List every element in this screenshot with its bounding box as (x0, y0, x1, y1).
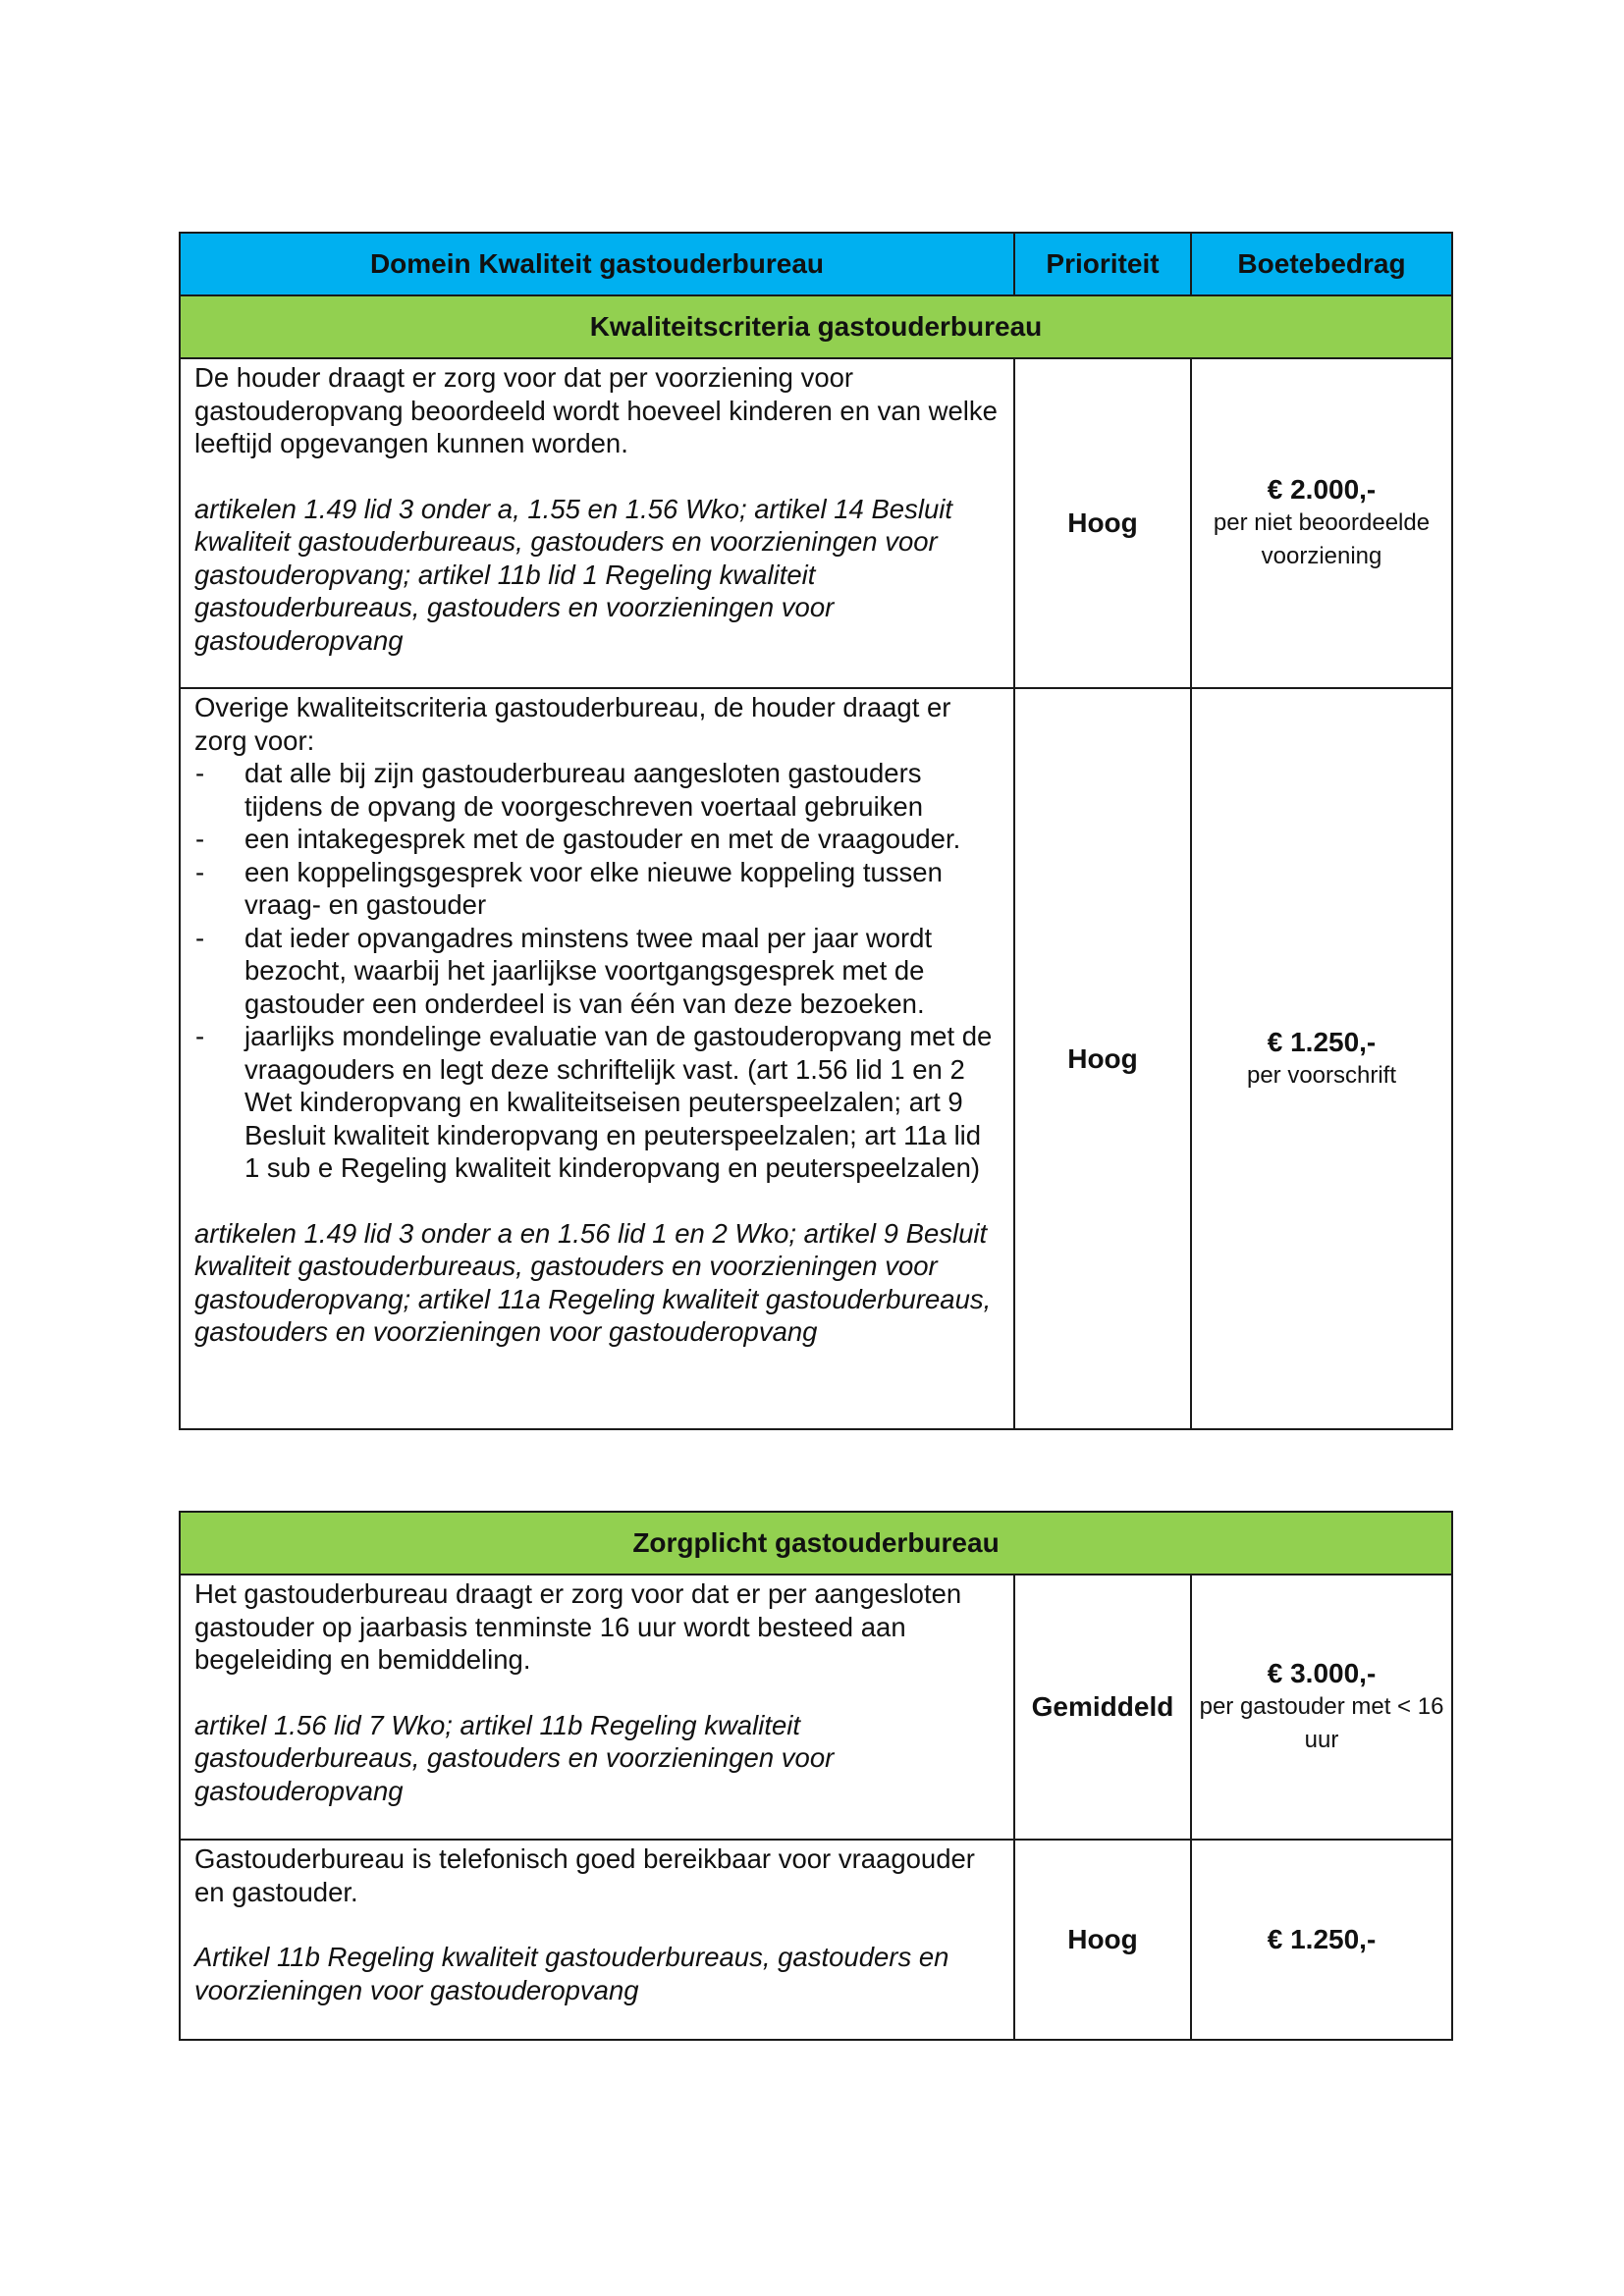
section-title-quality: Kwaliteitscriteria gastouderbureau (180, 295, 1452, 358)
header-fine: Boetebedrag (1191, 233, 1452, 295)
list-item: - een koppelingsgesprek voor elke nieuwe koppeling tussen vraag- en gastouder (194, 856, 1001, 922)
section-row (180, 1512, 1452, 1575)
list-item: - jaarlijks mondelinge evaluatie van de gastouderopvang met de vraagouders en legt deze schriftelijk vast. (art 1.56 lid 1 en 2 Wet kinderopvang en kwaliteitseisen peuterspeelzalen; art 9 Besluit kwaliteit kinderopvang en peuterspeelzalen; art 11a lid 1 sub e Regeling kwaliteit kinderopvang en peuterspeelzalen) (194, 1020, 1001, 1185)
requirement-text: Het gastouderbureau draagt er zorg voor dat er per aangesloten gastouder op jaarbasis tenminste 16 uur wordt besteed aan begeleiding en bemiddeling. (194, 1578, 962, 1675)
section-title-duty-of-care: Zorgplicht gastouderbureau (180, 1512, 1452, 1575)
list-item: - dat ieder opvangadres minstens twee maal per jaar wordt bezocht, waarbij het jaarlijkse voortgangsgesprek met de gastouder een onderdeel is van één van deze bezoeken. (194, 922, 1001, 1021)
requirement-text: De houder draagt er zorg voor dat per voorziening voor gastouderopvang beoordeeld wordt hoeveel kinderen en van welke leeftijd opgevangen kunnen worden. (194, 362, 998, 458)
requirement-list (194, 757, 1001, 1185)
fine-amount: € 1.250,- (1267, 1026, 1377, 1057)
priority-cell: Hoog (1014, 1840, 1191, 2040)
table-header-row (180, 233, 1452, 295)
requirement-text: Overige kwaliteitscriteria gastouderbureau, de houder draagt er zorg voor: (194, 692, 951, 756)
header-domain: Domein Kwaliteit gastouderbureau (180, 233, 1014, 295)
fines-table-duty-of-care (179, 1511, 1453, 2041)
table-row (180, 688, 1452, 1429)
requirement-cell (180, 1840, 1014, 2040)
fine-note: per gastouder met < 16 uur (1199, 1693, 1444, 1753)
list-item: - dat alle bij zijn gastouderbureau aangesloten gastouders tijdens de opvang de voorgeschreven voertaal gebruiken (194, 757, 1001, 823)
fine-amount: € 2.000,- (1267, 474, 1377, 505)
legal-reference: Artikel 11b Regeling kwaliteit gastouderbureaus, gastouders en voorzieningen voor gastouderopvang (194, 1942, 949, 2005)
list-item: - een intakegesprek met de gastouder en met de vraagouder. (194, 823, 1001, 856)
fine-note: per voorschrift (1246, 1061, 1397, 1089)
fine-amount: € 3.000,- (1267, 1658, 1377, 1688)
section-row (180, 295, 1452, 358)
requirement-text: Gastouderbureau is telefonisch goed bereikbaar voor vraagouder en gastouder. (194, 1843, 975, 1907)
fine-note: per niet beoordeelde voorziening (1213, 509, 1431, 569)
requirement-cell (180, 358, 1014, 688)
table-row (180, 1840, 1452, 2040)
fine-cell (1191, 688, 1452, 1429)
fine-cell (1191, 1575, 1452, 1840)
requirement-cell (180, 688, 1014, 1429)
priority-cell: Hoog (1014, 688, 1191, 1429)
fine-cell (1191, 358, 1452, 688)
requirement-cell (180, 1575, 1014, 1840)
table-row (180, 358, 1452, 688)
priority-cell: Hoog (1014, 358, 1191, 688)
fine-cell (1191, 1840, 1452, 2040)
fines-table-quality (179, 232, 1453, 1430)
table-row (180, 1575, 1452, 1840)
fine-amount: € 1.250,- (1267, 1924, 1377, 1954)
legal-reference: artikelen 1.49 lid 3 onder a, 1.55 en 1.56 Wko; artikel 14 Besluit kwaliteit gastouderbureaus, gastouders en voorzieningen voor gastouderopvang; artikel 11b lid 1 Regeling kwaliteit gastouderbureaus, gastouders en voorzieningen voor gastouderopvang (194, 493, 952, 656)
legal-reference: artikelen 1.49 lid 3 onder a en 1.56 lid 1 en 2 Wko; artikel 9 Besluit kwaliteit gastouderbureaus, gastouders en voorzieningen voor gastouderopvang; artikel 11a Regeling kwaliteit gastouderbureaus, gastouders en voorzieningen voor gastouderopvang (194, 1217, 992, 1347)
legal-reference: artikel 1.56 lid 7 Wko; artikel 11b Regeling kwaliteit gastouderbureaus, gastouders en voorzieningen voor gastouderopvang (194, 1709, 835, 1806)
header-priority: Prioriteit (1014, 233, 1191, 295)
priority-cell: Gemiddeld (1014, 1575, 1191, 1840)
